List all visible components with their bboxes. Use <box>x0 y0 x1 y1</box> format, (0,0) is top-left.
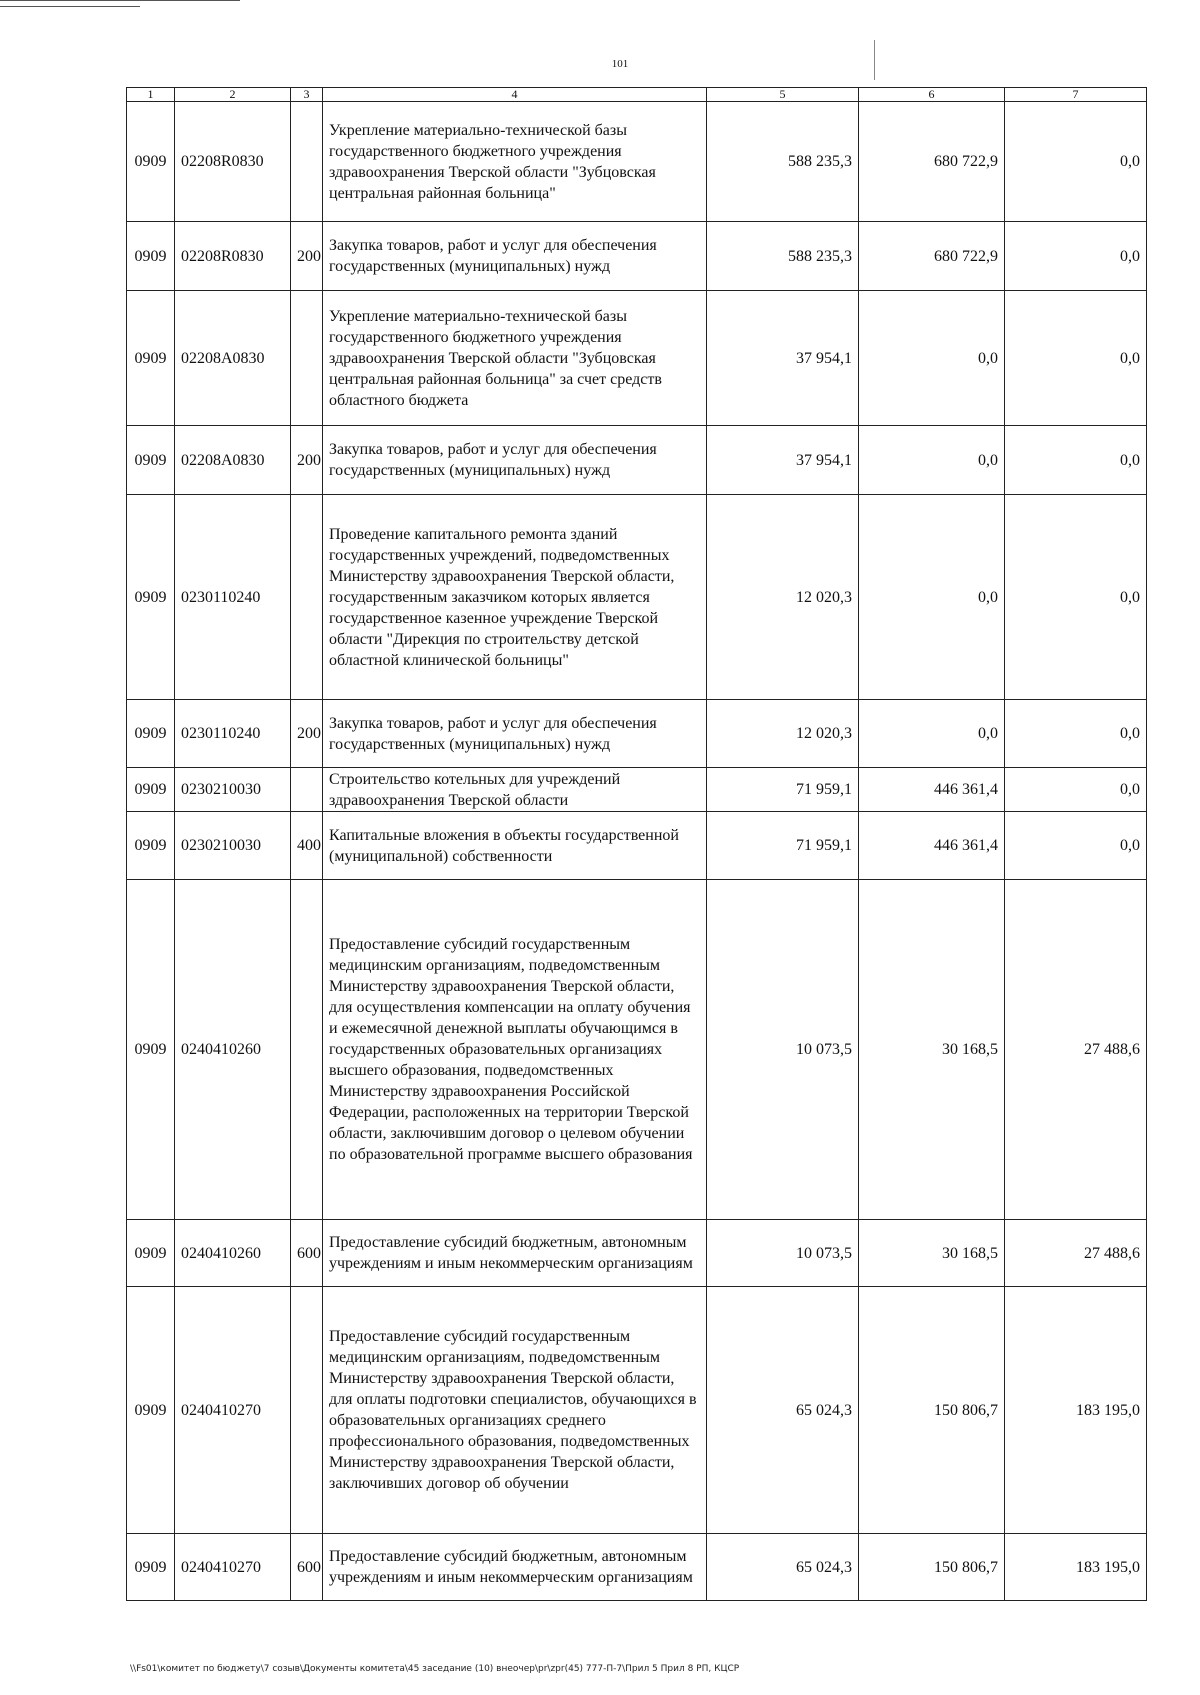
expense-type-code <box>291 291 323 426</box>
section-code: 0909 <box>127 291 175 426</box>
expense-type-code <box>291 1287 323 1534</box>
table-row <box>127 495 1147 700</box>
expense-type-code: 600 <box>291 1534 323 1601</box>
table-body <box>127 102 1147 1601</box>
target-article-code: 0240410270 <box>175 1287 291 1534</box>
target-article-code: 0240410260 <box>175 1220 291 1287</box>
amount-column-5: 71 959,1 <box>707 812 859 880</box>
item-name: Предоставление субсидий бюджетным, автономным учреждениям и иным некоммерческим организациям <box>323 1534 707 1601</box>
amount-column-6: 680 722,9 <box>859 102 1005 222</box>
target-article-code: 0230110240 <box>175 700 291 768</box>
amount-column-5: 588 235,3 <box>707 222 859 291</box>
item-name: Закупка товаров, работ и услуг для обеспечения государственных (муниципальных) нужд <box>323 700 707 768</box>
table-header <box>127 88 1147 102</box>
column-number: 6 <box>859 88 1005 102</box>
item-name: Укрепление материально-технической базы государственного бюджетного учреждения здравоохранения Тверской области "Зубцовская центральная районная больница" за счет средств областного бюджета <box>323 291 707 426</box>
table-row <box>127 1220 1147 1287</box>
expense-type-code: 200 <box>291 222 323 291</box>
item-name: Капитальные вложения в объекты государственной (муниципальной) собственности <box>323 812 707 880</box>
table-row <box>127 1534 1147 1601</box>
target-article-code: 02208R0830 <box>175 102 291 222</box>
table-row <box>127 291 1147 426</box>
amount-column-5: 37 954,1 <box>707 291 859 426</box>
amount-column-6: 0,0 <box>859 291 1005 426</box>
target-article-code: 02208A0830 <box>175 291 291 426</box>
amount-column-5: 37 954,1 <box>707 426 859 495</box>
column-number: 5 <box>707 88 859 102</box>
section-code: 0909 <box>127 812 175 880</box>
amount-column-7: 27 488,6 <box>1005 1220 1147 1287</box>
amount-column-7: 0,0 <box>1005 222 1147 291</box>
expense-type-code: 600 <box>291 1220 323 1287</box>
amount-column-5: 71 959,1 <box>707 768 859 812</box>
section-code: 0909 <box>127 768 175 812</box>
amount-column-7: 183 195,0 <box>1005 1287 1147 1534</box>
amount-column-7: 0,0 <box>1005 495 1147 700</box>
column-number: 2 <box>175 88 291 102</box>
amount-column-6: 150 806,7 <box>859 1287 1005 1534</box>
amount-column-5: 10 073,5 <box>707 1220 859 1287</box>
amount-column-7: 0,0 <box>1005 426 1147 495</box>
section-code: 0909 <box>127 102 175 222</box>
expense-type-code: 200 <box>291 700 323 768</box>
table-row <box>127 768 1147 812</box>
amount-column-7: 0,0 <box>1005 768 1147 812</box>
amount-column-5: 588 235,3 <box>707 102 859 222</box>
column-number: 4 <box>323 88 707 102</box>
amount-column-5: 10 073,5 <box>707 880 859 1220</box>
expense-type-code: 200 <box>291 426 323 495</box>
target-article-code: 0230210030 <box>175 812 291 880</box>
amount-column-6: 0,0 <box>859 700 1005 768</box>
item-name: Предоставление субсидий государственным медицинским организациям, подведомственным Министерству здравоохранения Тверской области, для осуществления компенсации на оплату обучения и ежемесячной денежной выплаты обучающимся в государственных образовательных организациях высшего образования, подведомственных Министерству здравоохранения Российской Федерации, расположенных на территории Тверской области, заключившим договор о целевом обучении по образовательной программе высшего образования <box>323 880 707 1220</box>
section-code: 0909 <box>127 495 175 700</box>
expense-type-code <box>291 768 323 812</box>
page-number: 101 <box>611 58 629 70</box>
item-name: Укрепление материально-технической базы государственного бюджетного учреждения здравоохранения Тверской области "Зубцовская центральная районная больница" <box>323 102 707 222</box>
budget-table <box>126 87 1147 1601</box>
amount-column-6: 0,0 <box>859 495 1005 700</box>
column-number: 7 <box>1005 88 1147 102</box>
section-code: 0909 <box>127 1534 175 1601</box>
amount-column-5: 65 024,3 <box>707 1287 859 1534</box>
amount-column-6: 446 361,4 <box>859 812 1005 880</box>
table-row <box>127 426 1147 495</box>
amount-column-6: 30 168,5 <box>859 880 1005 1220</box>
item-name: Строительство котельных для учреждений здравоохранения Тверской области <box>323 768 707 812</box>
amount-column-7: 0,0 <box>1005 102 1147 222</box>
table-row <box>127 222 1147 291</box>
item-name: Закупка товаров, работ и услуг для обеспечения государственных (муниципальных) нужд <box>323 426 707 495</box>
amount-column-6: 150 806,7 <box>859 1534 1005 1601</box>
amount-column-6: 0,0 <box>859 426 1005 495</box>
table-row <box>127 1287 1147 1534</box>
item-name: Предоставление субсидий бюджетным, автономным учреждениям и иным некоммерческим организациям <box>323 1220 707 1287</box>
target-article-code: 0240410270 <box>175 1534 291 1601</box>
column-number: 1 <box>127 88 175 102</box>
table-row <box>127 102 1147 222</box>
amount-column-7: 183 195,0 <box>1005 1534 1147 1601</box>
amount-column-7: 0,0 <box>1005 700 1147 768</box>
item-name: Проведение капитального ремонта зданий государственных учреждений, подведомственных Министерству здравоохранения Тверской области, государственным заказчиком которых является государственное казенное учреждение Тверской области "Дирекция по строительству детской областной клинической больницы" <box>323 495 707 700</box>
amount-column-6: 30 168,5 <box>859 1220 1005 1287</box>
item-name: Предоставление субсидий государственным медицинским организациям, подведомственным Министерству здравоохранения Тверской области, для оплаты подготовки специалистов, обучающихся в образовательных организациях среднего профессионального образования, подведомственных Министерству здравоохранения Тверской области, заключивших договор об обучении <box>323 1287 707 1534</box>
column-number-row <box>127 88 1147 102</box>
item-name: Закупка товаров, работ и услуг для обеспечения государственных (муниципальных) нужд <box>323 222 707 291</box>
column-number: 3 <box>291 88 323 102</box>
amount-column-7: 0,0 <box>1005 812 1147 880</box>
amount-column-7: 27 488,6 <box>1005 880 1147 1220</box>
target-article-code: 0240410260 <box>175 880 291 1220</box>
file-path-footer: \\Fs01\комитет по бюджету\7 созыв\Документы комитета\45 заседание (10) внеочер\pr\zpr(45) 777-П-7\Прил 5 Прил 8 РП, КЦСР <box>130 1664 740 1674</box>
amount-column-6: 680 722,9 <box>859 222 1005 291</box>
target-article-code: 0230110240 <box>175 495 291 700</box>
target-article-code: 0230210030 <box>175 768 291 812</box>
section-code: 0909 <box>127 700 175 768</box>
expense-type-code <box>291 880 323 1220</box>
expense-type-code <box>291 102 323 222</box>
target-article-code: 02208R0830 <box>175 222 291 291</box>
amount-column-6: 446 361,4 <box>859 768 1005 812</box>
amount-column-5: 12 020,3 <box>707 495 859 700</box>
section-code: 0909 <box>127 880 175 1220</box>
table-row <box>127 812 1147 880</box>
section-code: 0909 <box>127 1287 175 1534</box>
amount-column-5: 65 024,3 <box>707 1534 859 1601</box>
scan-artifact-line <box>0 0 240 1</box>
amount-column-7: 0,0 <box>1005 291 1147 426</box>
target-article-code: 02208A0830 <box>175 426 291 495</box>
table-row <box>127 700 1147 768</box>
section-code: 0909 <box>127 222 175 291</box>
section-code: 0909 <box>127 426 175 495</box>
amount-column-5: 12 020,3 <box>707 700 859 768</box>
table-row <box>127 880 1147 1220</box>
section-code: 0909 <box>127 1220 175 1287</box>
scan-artifact-line <box>874 40 875 80</box>
expense-type-code <box>291 495 323 700</box>
scan-artifact-line <box>0 6 140 7</box>
expense-type-code: 400 <box>291 812 323 880</box>
